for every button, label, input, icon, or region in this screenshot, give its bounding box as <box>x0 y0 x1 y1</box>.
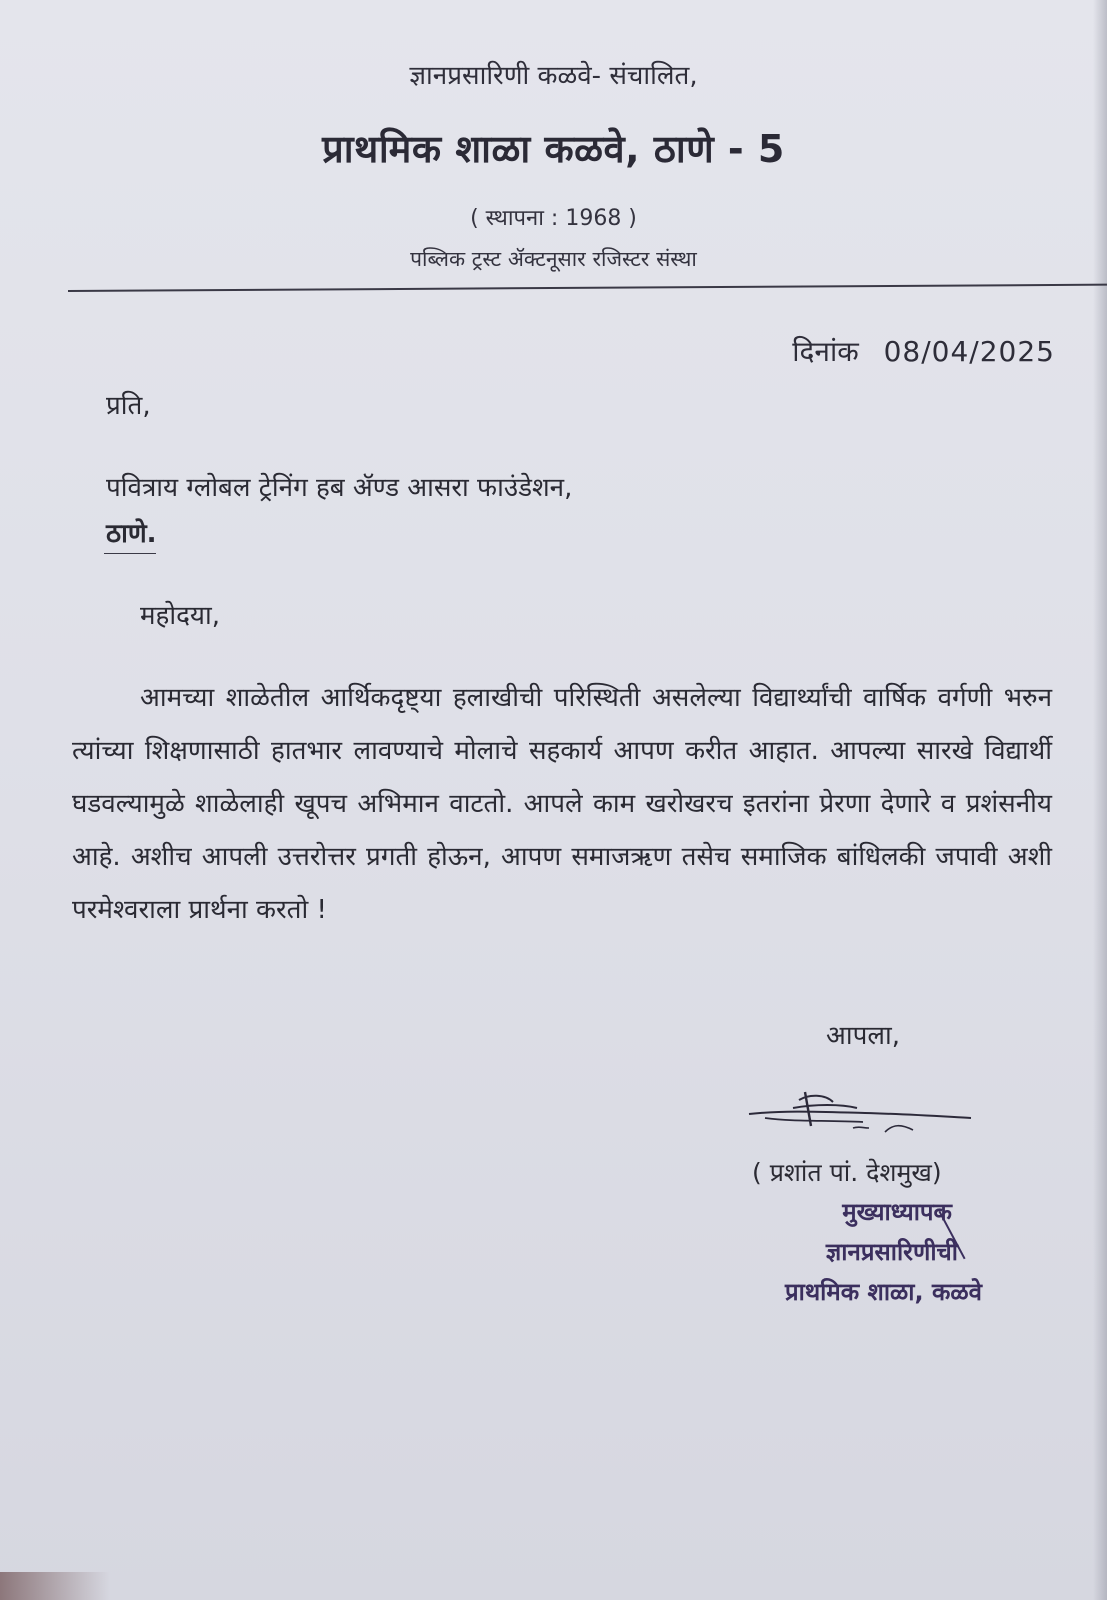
letter-date <box>792 332 1055 370</box>
closing: आपला, <box>826 1021 900 1051</box>
official-stamp <box>720 1192 1000 1312</box>
recipient-city-underline <box>104 553 156 554</box>
recipient-city: ठाणे. <box>106 519 157 549</box>
paper-edge-shadow <box>1093 0 1107 1600</box>
stamp-school: प्राथमिक शाळा, कळवे <box>784 1278 982 1306</box>
letter-body: आमच्या शाळेतील आर्थिकदृष्ट्या हलाखीची परिस्थिती असलेल्या विद्यार्थ्यांची वार्षिक वर्गणी भरुन त्यांच्या शिक्षणासाठी हातभार लावण्याचे मोलाचे सहकार्य आपण करीत आहात. आपल्या सारखे विद्यार्थी घडवल्यामुळे शाळेलाही खूपच अभिमान वाटतो. आपले काम खरोखरच इतरांना प्रेरणा देणारे व प्रशंसनीय आहे. अशीच आपली उत्तरोत्तर प्रगती होऊन, आपण समाजऋण तसेच समाजिक बांधिलकी जपावी अशी परमेश्वराला प्रार्थना करतो ! <box>72 683 1052 925</box>
letterhead-organization: ज्ञानप्रसारिणी कळवे- संचालित, <box>409 61 698 91</box>
date-label: दिनांक <box>792 335 859 368</box>
date-value: 08/04/2025 <box>883 335 1055 368</box>
handwritten-signature <box>745 1082 975 1142</box>
signatory-name: ( प्रशांत पां. देशमुख) <box>752 1158 942 1187</box>
letterhead-trust-registration: पब्लिक ट्रस्ट ॲक्टनूसार रजिस्टर संस्था <box>410 247 697 271</box>
salutation: महोदया, <box>140 601 220 631</box>
stamp-institution: ज्ञानप्रसारिणीची <box>825 1238 958 1266</box>
recipient-name: पवित्राय ग्लोबल ट्रेनिंग हब ॲण्ड आसरा फाउंडेशन, <box>106 473 573 503</box>
recipient-prefix: प्रति, <box>106 391 151 421</box>
letterhead-school-name: प्राथमिक शाळा कळवे, ठाणे - 5 <box>322 127 785 171</box>
background-surface <box>0 1572 110 1600</box>
letterhead-established: ( स्थापना : 1968 ) <box>470 206 637 231</box>
stamp-designation: मुख्याध्यापक <box>842 1198 952 1226</box>
